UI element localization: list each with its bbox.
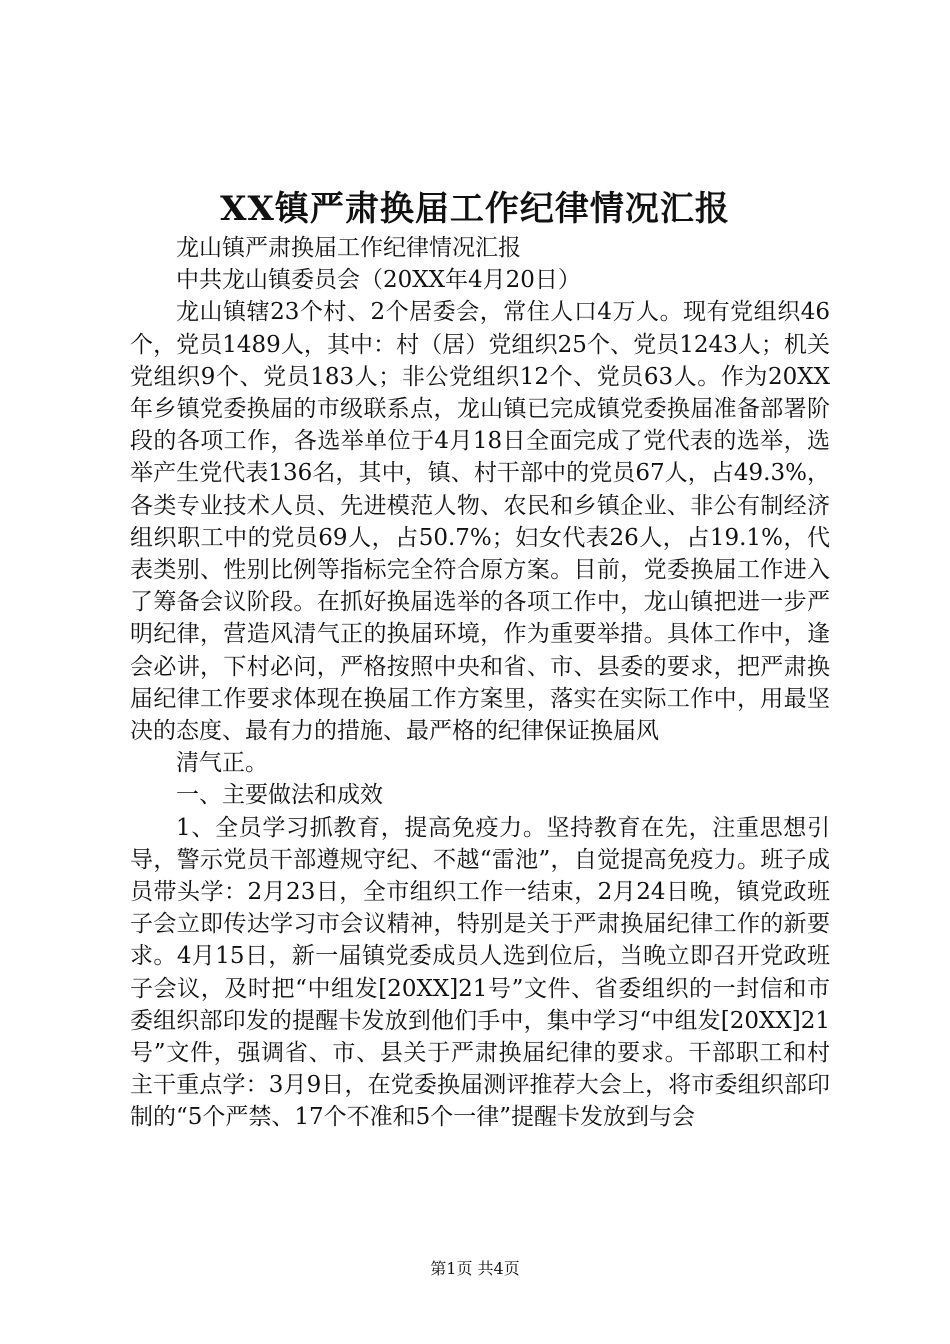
section-heading: 一、主要做法和成效 [176,782,383,809]
intro-paragraph: 龙山镇辖23个村、2个居委会，常住人口4万人。现有党组织46个，党员1489人，其中：村（居）党组织25个、党员1243人；机关党组织9个、党员183人；非公党组织12个、党员63人。作为20XX年乡镇党委换届的市级联系点，龙山镇已完成镇党委换届准备部署阶段的各项工作，各选举单位于4月18日全面完成了党代表的选举，选举产生党代表136名，其中，镇、村干部中的党员67人，占49.3%，各类专业技术人员、先进模范人物、农民和乡镇企业、非公有制经济组织职工中的党员69人，占50.7%；妇女代表26人，占19.1%，代表类别、性别比例等指标完全符合原方案。目前，党委换届工作进入了筹备会议阶段。在抓好换届选举的各项工作中，龙山镇把进一步严明纪律，营造风清气正的换届环境，作为重要举措。具体工作中，逢会必讲，下村必问，严格按照中央和省、市、县委的要求，把严肃换届纪律工作要求体现在换届工作方案里，落实在实际工作中，用最坚决的态度、最有力的措施、最严格的纪律保证换届风 [130,299,830,745]
subtitle-paragraph: 龙山镇严肃换届工作纪律情况汇报 [176,235,521,261]
section-1-paragraph: 1、全员学习抓教育，提高免疫力。坚持教育在先，注重思想引导，警示党员干部遵规守纪、不越“雷池”，自觉提高免疫力。班子成员带头学：2月23日，全市组织工作一结束，2月24日晚，镇党政班子会立即传达学习市会议精神，特别是关于严肃换届纪律工作的新要求。4月15日，新一届镇党委成员人选到位后，当晚立即召开党政班子会议，及时把“中组发[20XX]21号”文件、省委组织的一封信和市委组织部印发的提醒卡发放到他们手中，集中学习“中组发[20XX]21号”文件，强调省、市、县关于严肃换届纪律的要求。干部职工和村主干重点学：3月9日，在党委换届测评推荐大会上，将市委组织部印制的“5个严禁、17个不准和5个一律”提醒卡发放到与会 [130,814,830,1131]
intro-continuation-paragraph: 清气正。 [176,750,268,777]
document-title: XX镇严肃换届工作纪律情况汇报 [220,189,730,229]
issuer-date-paragraph: 中共龙山镇委员会（20XX年4月20日） [176,267,581,294]
page-footer: 第1页 共4页 [430,1259,520,1278]
document-body [130,232,830,1134]
